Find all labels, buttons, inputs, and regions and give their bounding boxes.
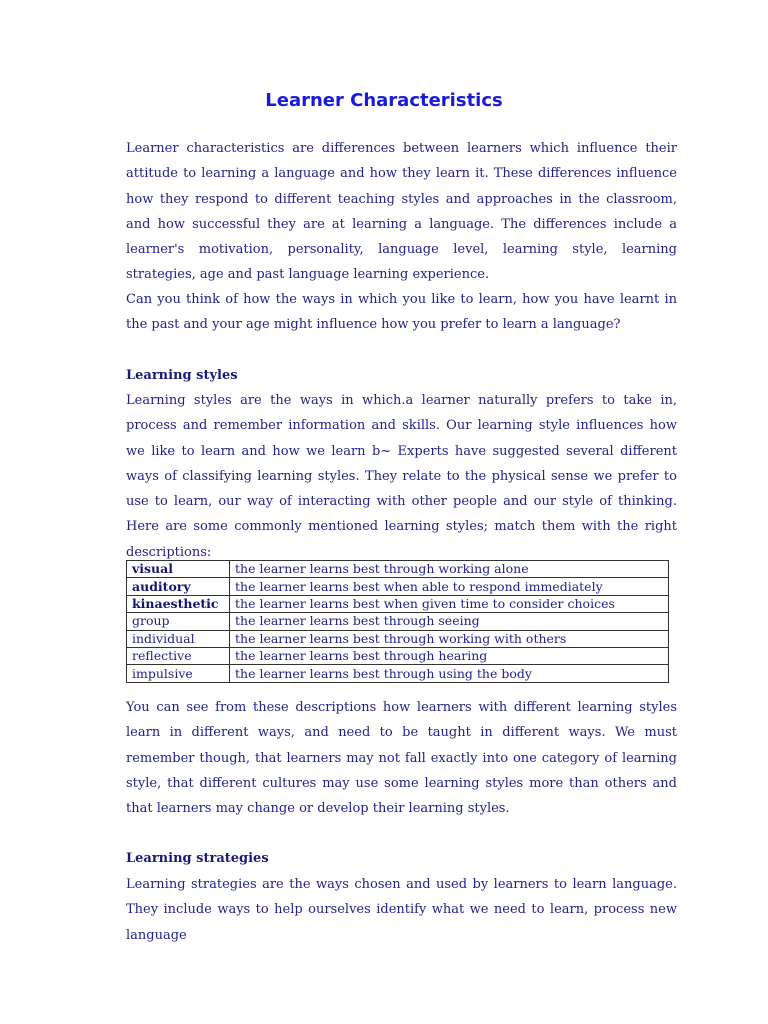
table-row <box>127 647 669 664</box>
table-cell-description: the learner learns best through hearing <box>230 647 669 664</box>
learning-styles-paragraph-1: Learning styles are the ways in which.a learner naturally prefers to take in, process and remember information and skills. Our learning style influences how we like to learn and how we learn b~ Experts have suggested several different ways of classifying learning styles. They relate to the physical sense we prefer to use to learn, our way of interacting with other people and our style of thinking. Here are some commonly mentioned learning styles; match them with the right descriptions: <box>126 393 677 560</box>
table-row <box>127 630 669 647</box>
table-row <box>127 578 669 595</box>
table-row <box>127 613 669 630</box>
table-cell-term: visual <box>127 561 230 578</box>
table-row <box>127 595 669 612</box>
learning-styles-heading: Learning styles <box>126 368 238 383</box>
table-cell-term: impulsive <box>127 665 230 682</box>
table-cell-term: group <box>127 613 230 630</box>
table-cell-description: the learner learns best when given time to consider choices <box>230 595 669 612</box>
table-row <box>127 561 669 578</box>
intro-paragraph-1: Learner characteristics are differences between learners which influence their attitude to learning a language and how they learn it. These differences influence how they respond to different teaching styles and approaches in the classroom, and how successful they are at learning a language. The differences include a learner's motivation, personality, language level, learning style, learning strategies, age and past language learning experience. <box>126 141 677 283</box>
intro-paragraph-2: Can you think of how the ways in which you like to learn, how you have learnt in the past and your age might influence how you prefer to learn a language? <box>126 292 677 333</box>
table-cell-term: reflective <box>127 647 230 664</box>
table-cell-description: the learner learns best through working alone <box>230 561 669 578</box>
learning-styles-table <box>126 560 669 683</box>
table-cell-term: auditory <box>127 578 230 595</box>
learning-strategies-paragraph-1: Learning strategies are the ways chosen and used by learners to learn language. They include ways to help ourselves identify what we need to learn, process new language <box>126 877 677 943</box>
document-title: Learner Characteristics <box>265 90 503 111</box>
table-cell-term: kinaesthetic <box>127 595 230 612</box>
table-cell-term: individual <box>127 630 230 647</box>
table-cell-description: the learner learns best through using the body <box>230 665 669 682</box>
table-row <box>127 665 669 682</box>
learning-strategies-heading: Learning strategies <box>126 851 269 866</box>
table-cell-description: the learner learns best when able to respond immediately <box>230 578 669 595</box>
table-cell-description: the learner learns best through working with others <box>230 630 669 647</box>
learning-styles-paragraph-2: You can see from these descriptions how learners with different learning styles learn in different ways, and need to be taught in different ways. We must remember though, that learners may not fall exactly into one category of learning style, that different cultures may use some learning styles more than others and that learners may change or develop their learning styles. <box>126 700 677 817</box>
table-cell-description: the learner learns best through seeing <box>230 613 669 630</box>
